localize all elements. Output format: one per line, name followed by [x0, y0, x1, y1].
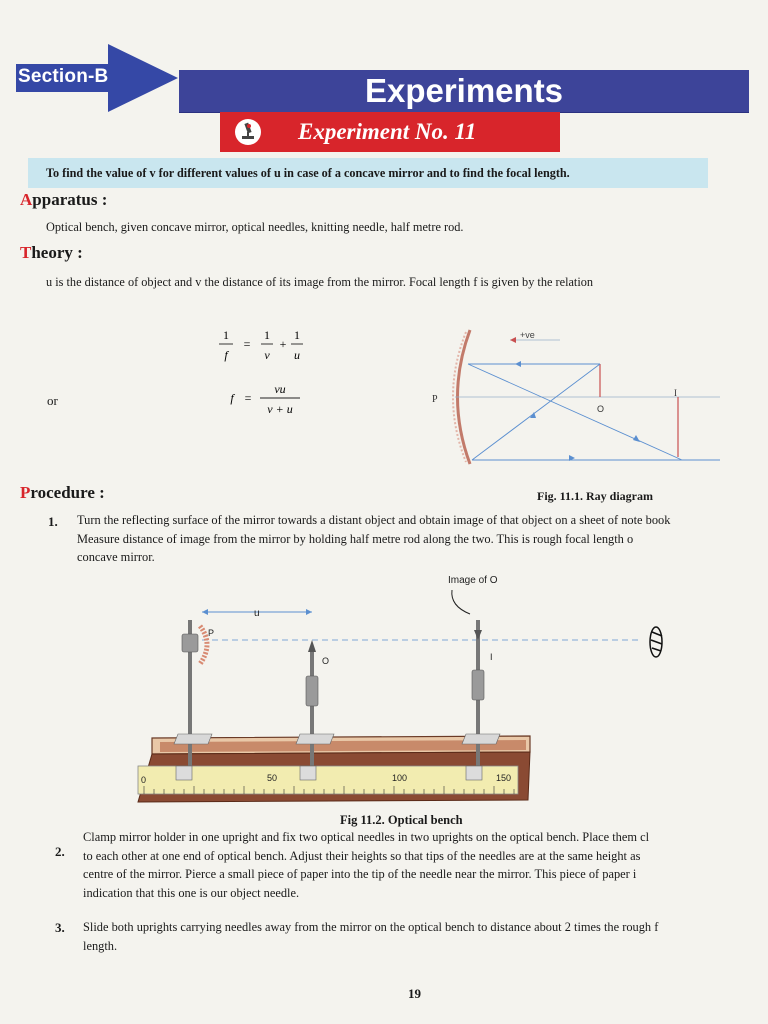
theory-text: u is the distance of object and v the distance of its image from the mirror. Focal length f is given by the relation: [46, 275, 594, 289]
formula1-lhs-den: f: [224, 348, 228, 362]
formula2-eq: =: [244, 391, 252, 405]
bench-label-u: u: [254, 608, 260, 619]
step-line: concave mirror.: [77, 550, 155, 564]
aim-text: To find the value of v for different values of u in case of a concave mirror and to find the focal length.: [46, 166, 570, 180]
step-line: Measure distance of image from the mirror by holding half metre rod along the two. This is rough focal length o: [77, 531, 634, 546]
ray-diagram: [420, 322, 720, 472]
apparatus-heading: [20, 190, 107, 210]
step-line: Turn the reflecting surface of the mirror towards a distant object and obtain image of that object on a sheet of note book: [77, 513, 671, 527]
formula1-t1-num: 1: [264, 328, 270, 342]
formula1-t2-num: 1: [294, 328, 300, 342]
procedure-heading-rest: rocedure :: [30, 483, 105, 502]
plus-ve-label: +ve: [520, 330, 535, 340]
experiment-number-text: Experiment No. 11: [298, 119, 477, 144]
theory-heading-rest: heory :: [31, 243, 83, 262]
step-text: [83, 918, 768, 955]
experiment-number-badge: [220, 112, 560, 152]
step-text: [77, 511, 768, 567]
formula1-t2-den: u: [294, 348, 300, 362]
step-number: 2.: [55, 844, 65, 859]
ray-label-o: O: [597, 404, 605, 414]
eye-icon: [650, 627, 662, 657]
or-label: or: [47, 393, 58, 408]
formula1-plus: +: [279, 337, 287, 351]
formula1-lhs-num: 1: [223, 328, 229, 342]
step-line: centre of the mirror. Pierce a small piece of paper into the tip of the needle near the mirror. This piece of paper i: [83, 867, 637, 881]
step-line: to each other at one end of optical bench. Adjust their heights so that tips of the needles are at the same height as: [83, 848, 641, 863]
bench-label-p: P: [208, 628, 215, 638]
apparatus-text: Optical bench, given concave mirror, optical needles, knitting needle, half metre rod.: [46, 220, 464, 234]
scale-tick-50: 50: [267, 773, 278, 783]
formula2-den: v + u: [267, 402, 293, 416]
step-line: indication that this one is our object needle.: [83, 885, 300, 900]
step-number: 3.: [55, 920, 65, 935]
step-line: length.: [83, 938, 118, 953]
formula1-t1-den: v: [264, 348, 270, 362]
microscope-icon: [234, 118, 262, 146]
procedure-heading-initial: P: [20, 483, 31, 502]
aim-band: [28, 158, 708, 188]
bench-label-i: I: [490, 652, 493, 662]
step-text: [83, 828, 768, 902]
step-line: Clamp mirror holder in one upright and fix two optical needles in two uprights on the optical bench. Place them cl: [83, 830, 650, 844]
formula1-eq: =: [243, 337, 251, 351]
mirror-formula: [215, 326, 315, 374]
section-label: Section-B: [18, 66, 109, 87]
formula2-num: vu: [274, 382, 286, 396]
theory-heading-initial: T: [20, 243, 32, 262]
experiments-banner: Experiments: [179, 70, 749, 112]
focal-length-formula: [222, 382, 322, 422]
apparatus-heading-initial: A: [20, 190, 33, 209]
scale-tick-0: 0: [141, 775, 147, 785]
scale-tick-150: 150: [496, 773, 512, 783]
procedure-heading: [20, 483, 105, 503]
scale-tick-100: 100: [392, 773, 408, 783]
ray-label-p: P: [432, 394, 438, 405]
ray-diagram-caption: Fig. 11.1. Ray diagram: [537, 489, 653, 503]
image-of-o-label: Image of O: [448, 575, 498, 586]
formula2-lhs: f: [230, 391, 234, 405]
apparatus-heading-rest: pparatus :: [32, 190, 108, 209]
optical-bench-diagram: [130, 568, 690, 816]
bench-label-o: O: [322, 656, 330, 666]
theory-heading: [20, 243, 83, 263]
step-number: 1.: [48, 514, 58, 529]
ray-label-i: I: [674, 388, 677, 398]
step-line: Slide both uprights carrying needles away from the mirror on the optical bench to distance about 2 times the rough f: [83, 920, 659, 934]
optical-bench-caption: Fig 11.2. Optical bench: [340, 813, 463, 827]
page-number: 19: [408, 986, 421, 1001]
